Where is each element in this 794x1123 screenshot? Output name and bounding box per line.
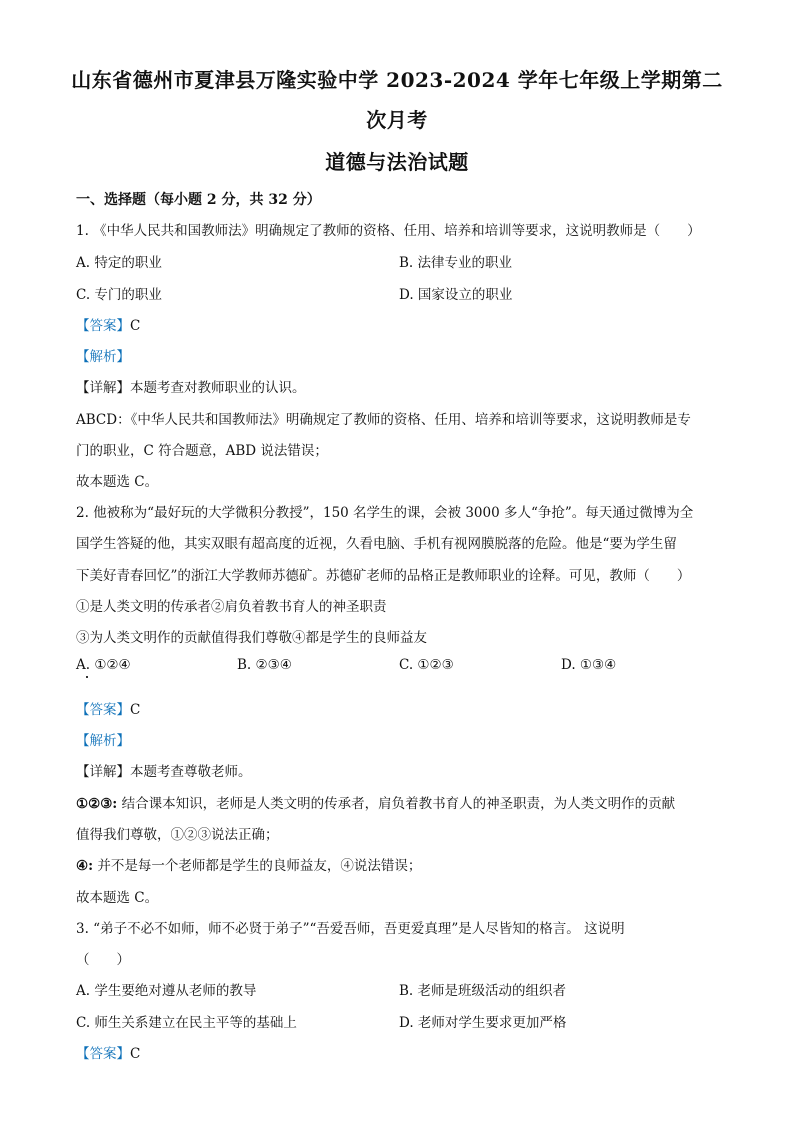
q2-expl2-text: 并不是每一个老师都是学生的良师益友，④说法错误； (93, 858, 422, 874)
q2-stem-line3: 下美好青春回忆”的浙江大学教师苏德矿。苏德矿老师的品格正是教师职业的诠释。可见，教师（ ） (76, 568, 691, 584)
q1-detail-text: 本题考查对教师职业的认识。 (130, 380, 306, 396)
q3-answer (76, 1042, 726, 1062)
q3-option-d: D. 老师对学生要求更加严格 (399, 1015, 567, 1031)
q2-stem-line2: 国学生答疑的他，其实双眼有超高度的近视，久看电脑、手机有视网膜脱落的危险。他是“要为学生留 (76, 536, 677, 552)
document-subtitle: 道德与法治试题 (325, 150, 469, 174)
q2-expl1-text: 结合课本知识，老师是人类文明的传承者，肩负着教书育人的神圣职责，为人类文明作的贡献 (117, 796, 676, 812)
q1-option-a: A. 特定的职业 (76, 255, 162, 271)
answer-label: 【答案】 (76, 318, 130, 334)
q1-option-c: C. 专门的职业 (76, 287, 162, 303)
q2-expl1-mark: ①②③: (76, 796, 118, 812)
q3-option-b: B. 老师是班级活动的组织者 (399, 983, 567, 999)
q2-answer-value: C (130, 702, 141, 718)
detail-label: 【详解】 (76, 380, 130, 396)
document-title-line2: 次月考 (366, 108, 428, 132)
q3-stem-line1: 3. “弟子不必不如师，师不必贤于弟子”“吾爱吾师，吾更爱真理”是人尽皆知的格言。 这说明 (76, 921, 625, 937)
q2-explanation1-line2: 值得我们尊敬，①②③说法正确； (76, 827, 279, 843)
q3-stem-line2: （ ） (76, 952, 130, 968)
q1-option-d: D. 国家设立的职业 (399, 287, 513, 303)
q2-statements-line2: ③为人类文明作的贡献值得我们尊敬④都是学生的良师益友 (76, 630, 427, 646)
q2-answer (76, 698, 726, 718)
q1-answer-value: C (130, 318, 141, 334)
stray-dot (86, 676, 88, 678)
q1-answer (76, 314, 726, 334)
section-heading: 一、选择题（每小题 2 分，共 32 分） (76, 192, 321, 208)
q2-option-d: D. ①③④ (561, 657, 617, 673)
q1-detail (76, 376, 726, 396)
detail-label: 【详解】 (76, 764, 130, 780)
q2-option-a: A. ①②④ (76, 657, 131, 673)
q2-statements-line1: ①是人类文明的传承者②肩负着教书育人的神圣职责 (76, 599, 387, 615)
q2-option-c: C. ①②③ (399, 657, 454, 673)
q1-stem: 1. 《中华人民共和国教师法》明确规定了教师的资格、任用、培养和培训等要求，这说明教师是（ ） (76, 223, 701, 239)
q2-detail (76, 760, 726, 780)
q2-explanation1-line1 (76, 792, 726, 812)
q2-analysis-label (76, 729, 726, 749)
answer-label: 【答案】 (76, 702, 130, 718)
analysis-label: 【解析】 (76, 733, 130, 749)
q1-explanation-line1: ABCD：《中华人民共和国教师法》明确规定了教师的资格、任用、培养和培训等要求，这说明教师是专 (76, 412, 691, 428)
q1-analysis-label (76, 345, 726, 365)
q1-conclusion: 故本题选 C。 (76, 474, 159, 490)
q3-answer-value: C (130, 1046, 141, 1062)
q2-explanation2 (76, 854, 726, 874)
q2-stem-line1: 2. 他被称为“最好玩的大学微积分教授”，150 名学生的课，会被 3000 多人“争抢”。每天通过微博为全 (76, 505, 694, 521)
document-title-line1: 山东省德州市夏津县万隆实验中学 2023-2024 学年七年级上学期第二 (71, 68, 723, 92)
q2-expl2-mark: ④: (76, 858, 94, 874)
q2-conclusion: 故本题选 C。 (76, 890, 159, 906)
analysis-label: 【解析】 (76, 349, 130, 365)
q3-option-a: A. 学生要绝对遵从老师的教导 (76, 983, 257, 999)
q2-detail-text: 本题考查尊敬老师。 (130, 764, 252, 780)
q3-option-c: C. 师生关系建立在民主平等的基础上 (76, 1015, 297, 1031)
answer-label: 【答案】 (76, 1046, 130, 1062)
q2-option-b: B. ②③④ (237, 657, 292, 673)
q1-explanation-line2: 门的职业，C 符合题意，ABD 说法错误； (76, 443, 328, 459)
q1-option-b: B. 法律专业的职业 (399, 255, 513, 271)
